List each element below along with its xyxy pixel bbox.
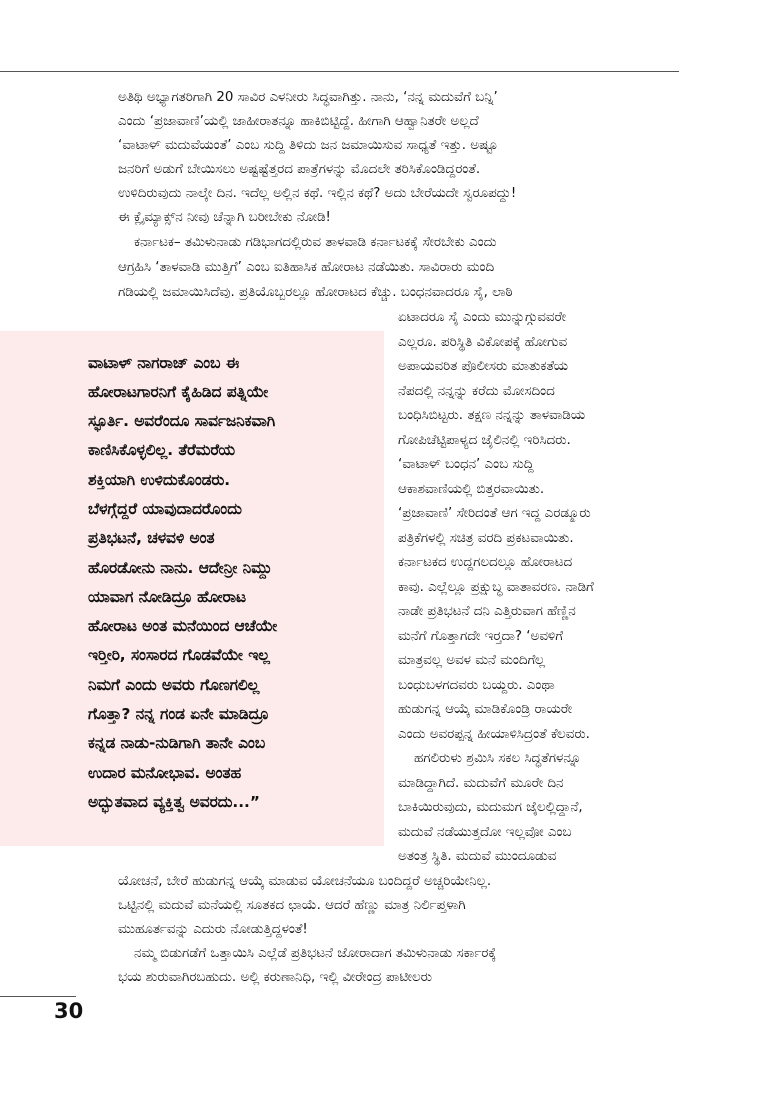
article-line: ಮಾತ್ರವಲ್ಲ ಅವಳ ಮನೆ ಮಂದಿಗೆಲ್ಲ [398, 653, 546, 668]
article-line: ಆಕಾಶವಾಣಿಯಲ್ಲಿ ಬಿತ್ತರವಾಯಿತು. [398, 482, 545, 497]
pull-quote-line: ವಾಟಾಳ್ ನಾಗರಾಜ್ ಎಂಬ ಈ [88, 354, 240, 372]
article-line: ‘ಪ್ರಜಾವಾಣಿ’ ಸೇರಿದಂತೆ ಆಗ ಇದ್ದ ಎರಡ್ಮೂರು [398, 506, 591, 521]
article-line: ಭಯ ಶುರುವಾಗಿರಬಹುದು. ಅಲ್ಲಿ ಕರುಣಾನಿಧಿ, ಇಲ್ಲಿ ವೀರೇಂದ್ರ ಪಾಟೀಲರು [118, 970, 432, 985]
pull-quote-line: ಉದಾರ ಮನೋಭಾವ. ಅಂತಹ [88, 764, 242, 782]
article-line: ಎಂದು ಅವರಪ್ಪನ್ನ ಹೀಯಾಳಿಸಿದ್ರಂತೆ ಕೆಲವರು. [398, 727, 590, 742]
article-line: ಬಂಧಿಸಿಬಿಟ್ಟರು. ತಕ್ಷಣ ನನ್ನನ್ನು ತಾಳವಾಡಿಯ [398, 408, 586, 423]
article-line: ಏಟಾದರೂ ಸೈ ಎಂದು ಮುನ್ನುಗ್ಗುವವರೇ [398, 310, 566, 325]
article-line: ಈ ಕ್ಲೈಮ್ಯಾಕ್ಸ್‌ನ ನೀವು ಚೆನ್ನಾಗಿ ಬರೀಬೇಕು ನೋಡಿ! [118, 210, 331, 225]
article-line: ಅತಿಥಿ ಅಭ್ಯಾಗತರಿಗಾಗಿ 20 ಸಾವಿರ ಎಳನೀರು ಸಿದ್ಧವಾಗಿತ್ತು. ನಾನು, ‘ನನ್ನ ಮದುವೆಗೆ ಬನ್ನಿ’ [118, 90, 498, 105]
pull-quote-line: ಅದ್ಭುತವಾದ ವ್ಯಕ್ತಿತ್ವ ಅವರದು...” [88, 793, 260, 811]
article-line: ಕರ್ನಾಟಕದ ಉದ್ದಗಲದಲ್ಲೂ ಹೋರಾಟದ [398, 555, 573, 570]
article-line: ಹಗಲಿರುಳು ಶ್ರಮಿಸಿ ಸಕಲ ಸಿದ್ಧತೆಗಳನ್ನೂ [414, 751, 582, 766]
article-line: ಆಗ್ರಹಿಸಿ ‘ತಾಳವಾಡಿ ಮುತ್ತಿಗೆ’ ಎಂಬ ಐತಿಹಾಸಿಕ ಹೋರಾಟ ನಡೆಯಿತು. ಸಾವಿರಾರು ಮಂದಿ [118, 260, 495, 275]
article-line: ಅತಂತ್ರ ಸ್ಥಿತಿ. ಮದುವೆ ಮುಂದೂಡುವ [398, 849, 557, 864]
article-line: ಒಟ್ಟಿನಲ್ಲಿ ಮದುವೆ ಮನೆಯಲ್ಲಿ ಸೂತಕದ ಛಾಯೆ. ಆದರೆ ಹೆಣ್ಣು ಮಾತ್ರ ನಿರ್ಲಿಪ್ತಳಾಗಿ [118, 898, 466, 913]
article-line: ಗಡಿಯಲ್ಲಿ ಜಮಾಯಿಸಿದೆವು. ಪ್ರತಿಯೊಬ್ಬರಲ್ಲೂ ಹೋರಾಟದ ಕೆಚ್ಚು. ಬಂಧನವಾದರೂ ಸೈ, ಲಾಠಿ [118, 285, 513, 300]
article-line: ಎಂದು ‘ಪ್ರಜಾವಾಣಿ’ಯಲ್ಲಿ ಜಾಹೀರಾತನ್ನೂ ಹಾಕಿಬಿಟ್ಟಿದ್ದೆ. ಹೀಗಾಗಿ ಆಹ್ವಾನಿತರೇ ಅಲ್ಲದೆ [118, 114, 479, 129]
article-line: ಮನೆಗೆ ಗೊತ್ತಾಗದೇ ಇರ್‍ತದಾ? ‘ಅವಳಿಗೆ [398, 629, 564, 644]
article-line: ಮಾಡಿದ್ದಾಗಿದೆ. ಮದುವೆಗೆ ಮೂರೇ ದಿನ [398, 776, 564, 791]
article-line: ಕಾವು. ಎಲ್ಲೆಲ್ಲೂ ಪ್ರಕ್ಷುಬ್ಧ ವಾತಾವರಣ. ನಾಡಿಗೆ [398, 580, 594, 595]
article-line: ಪತ್ರಿಕೆಗಳಲ್ಲಿ ಸಚಿತ್ರ ವರದಿ ಪ್ರಕಟವಾಯಿತು. [398, 531, 574, 546]
article-line: ನಾಡೇ ಪ್ರತಿಭಟನೆ ದನಿ ಎತ್ತಿರುವಾಗ ಹೆಣ್ಣಿನ [398, 604, 576, 619]
pull-quote-line: ಸ್ಫೂರ್ತಿ. ಅವರೆಂದೂ ಸಾರ್ವಜನಿಕವಾಗಿ [88, 412, 276, 430]
pull-quote-line: ಇರ್‍ತೀರಿ, ಸಂಸಾರದ ಗೊಡವೆಯೇ ಇಲ್ಲ [88, 646, 270, 664]
pull-quote-line: ಪ್ರತಿಭಟನೆ, ಚಳವಳಿ ಅಂತ [88, 529, 215, 547]
article-line: ಬಾಕಿಯಿರುವುದು, ಮದುಮಗ ಜೈಲಲ್ಲಿದ್ದಾನೆ, [398, 800, 583, 815]
article-line: ಯೋಚನೆ, ಬೇರೆ ಹುಡುಗನ್ನ ಆಯ್ಕೆ ಮಾಡುವ ಯೋಚನೆಯೂ ಬಂದಿದ್ದರೆ ಅಚ್ಚರಿಯೇನಿಲ್ಲ. [118, 874, 492, 889]
pull-quote-line: ಹೊರಡೋನು ನಾನು. ಆದೇನ್ರೀ ನಿಮ್ದು [88, 559, 272, 577]
article-line: ಜನರಿಗೆ ಅಡುಗೆ ಬೇಯಿಸಲು ಅಷ್ಟಷ್ಟೆತ್ತರದ ಪಾತ್ರೆಗಳನ್ನು ಮೊದಲೇ ತರಿಸಿಕೊಂಡಿದ್ದರಂತೆ. [118, 162, 481, 177]
pull-quote-line: ಹೋರಾಟಗಾರನಿಗೆ ಕೈಹಿಡಿದ ಪತ್ನಿಯೇ [88, 383, 269, 401]
pull-quote-line: ಶಕ್ತಿಯಾಗಿ ಉಳಿದುಕೊಂಡರು. [88, 471, 231, 489]
article-line: ಕರ್ನಾಟಕ– ತಮಿಳುನಾಡು ಗಡಿಭಾಗದಲ್ಲಿರುವ ತಾಳವಾಡಿ ಕರ್ನಾಟಕಕ್ಕೆ ಸೇರಬೇಕು ಎಂದು [134, 235, 497, 250]
pull-quote-line: ನಿಮಗೆ ಎಂದು ಅವರು ಗೊಣಗಲಿಲ್ಲ [88, 676, 260, 694]
page-number: 30 [54, 999, 84, 1023]
article-line: ಗೋಪಿಚೆಟ್ಟಿಪಾಳ್ಯದ ಜೈಲಿನಲ್ಲಿ ಇರಿಸಿದರು. [398, 433, 571, 448]
footer-rule [0, 996, 76, 997]
article-line: ಹುಡುಗನ್ನ ಆಯ್ಕೆ ಮಾಡಿಕೊಂಡ್ರಿ ರಾಯರೇ [398, 702, 573, 717]
pull-quote-line: ಹೋರಾಟ ಅಂತ ಮನೆಯಿಂದ ಆಚೆಯೇ [88, 617, 278, 635]
article-line: ನಮ್ಮ ಬಿಡುಗಡೆಗೆ ಒತ್ತಾಯಿಸಿ ಎಲ್ಲೆಡೆ ಪ್ರತಿಭಟನೆ ಜೋರಾದಾಗ ತಮಿಳುನಾಡು ಸರ್ಕಾರಕ್ಕೆ [134, 946, 497, 961]
article-line: ಮುಹೂರ್ತವನ್ನು ಎದುರು ನೋಡುತ್ತಿದ್ದಳಂತೆ! [118, 922, 308, 937]
article-line: ಅಪಾಯವರಿತ ಪೊಲೀಸರು ಮಾತುಕತೆಯ [398, 359, 568, 374]
pull-quote-line: ಬೆಳಗ್ಗೆದ್ದರೆ ಯಾವುದಾದರೊಂದು [88, 500, 242, 518]
pull-quote-line: ಕಾಣಿಸಿಕೊಳ್ಳಲಿಲ್ಲ. ತೆರೆಮರೆಯ [88, 441, 235, 459]
article-line: ‘ವಾಟಾಳ್ ಬಂಧನ’ ಎಂಬ ಸುದ್ದಿ [398, 457, 534, 472]
top-rule [0, 71, 679, 72]
article-line: ನೆಪದಲ್ಲಿ ನನ್ನನ್ನು ಕರೆದು ಮೋಸದಿಂದ [398, 384, 555, 399]
pull-quote-line: ಯಾವಾಗ ನೋಡಿದ್ರೂ ಹೋರಾಟ [88, 588, 247, 606]
article-line: ಬಂಧುಬಳಗದವರು ಬಯ್ದರು. ಎಂಥಾ [398, 678, 555, 693]
article-line: ಉಳಿದಿರುವುದು ನಾಲ್ಕೇ ದಿನ. ಇದೆಲ್ಲ ಅಲ್ಲಿನ ಕಥೆ. ಇಲ್ಲಿನ ಕಥೆ? ಅದು ಬೇರೆಯದೇ ಸ್ವರೂಪದ್ದು! [118, 186, 517, 201]
pull-quote-line: ಗೊತ್ತಾ? ನನ್ನ ಗಂಡ ಏನೇ ಮಾಡಿದ್ರೂ [88, 705, 269, 723]
article-line: ಮದುವೆ ನಡೆಯುತ್ತದೋ ಇಲ್ಲವೋ ಎಂಬ [398, 825, 572, 840]
article-line: ‘ವಾಟಾಳ್ ಮದುವೆಯಂತೆ’ ಎಂಬ ಸುದ್ದಿ ತಿಳಿದು ಜನ ಜಮಾಯಿಸುವ ಸಾಧ್ಯತೆ ಇತ್ತು. ಅಷ್ಟೂ [118, 138, 498, 153]
pull-quote-line: ಕನ್ನಡ ನಾಡು-ನುಡಿಗಾಗಿ ತಾನೇ ಎಂಬ [88, 734, 266, 752]
article-line: ಎಲ್ಲರೂ. ಪರಿಸ್ಥಿತಿ ವಿಕೋಪಕ್ಕೆ ಹೋಗುವ [398, 335, 568, 350]
